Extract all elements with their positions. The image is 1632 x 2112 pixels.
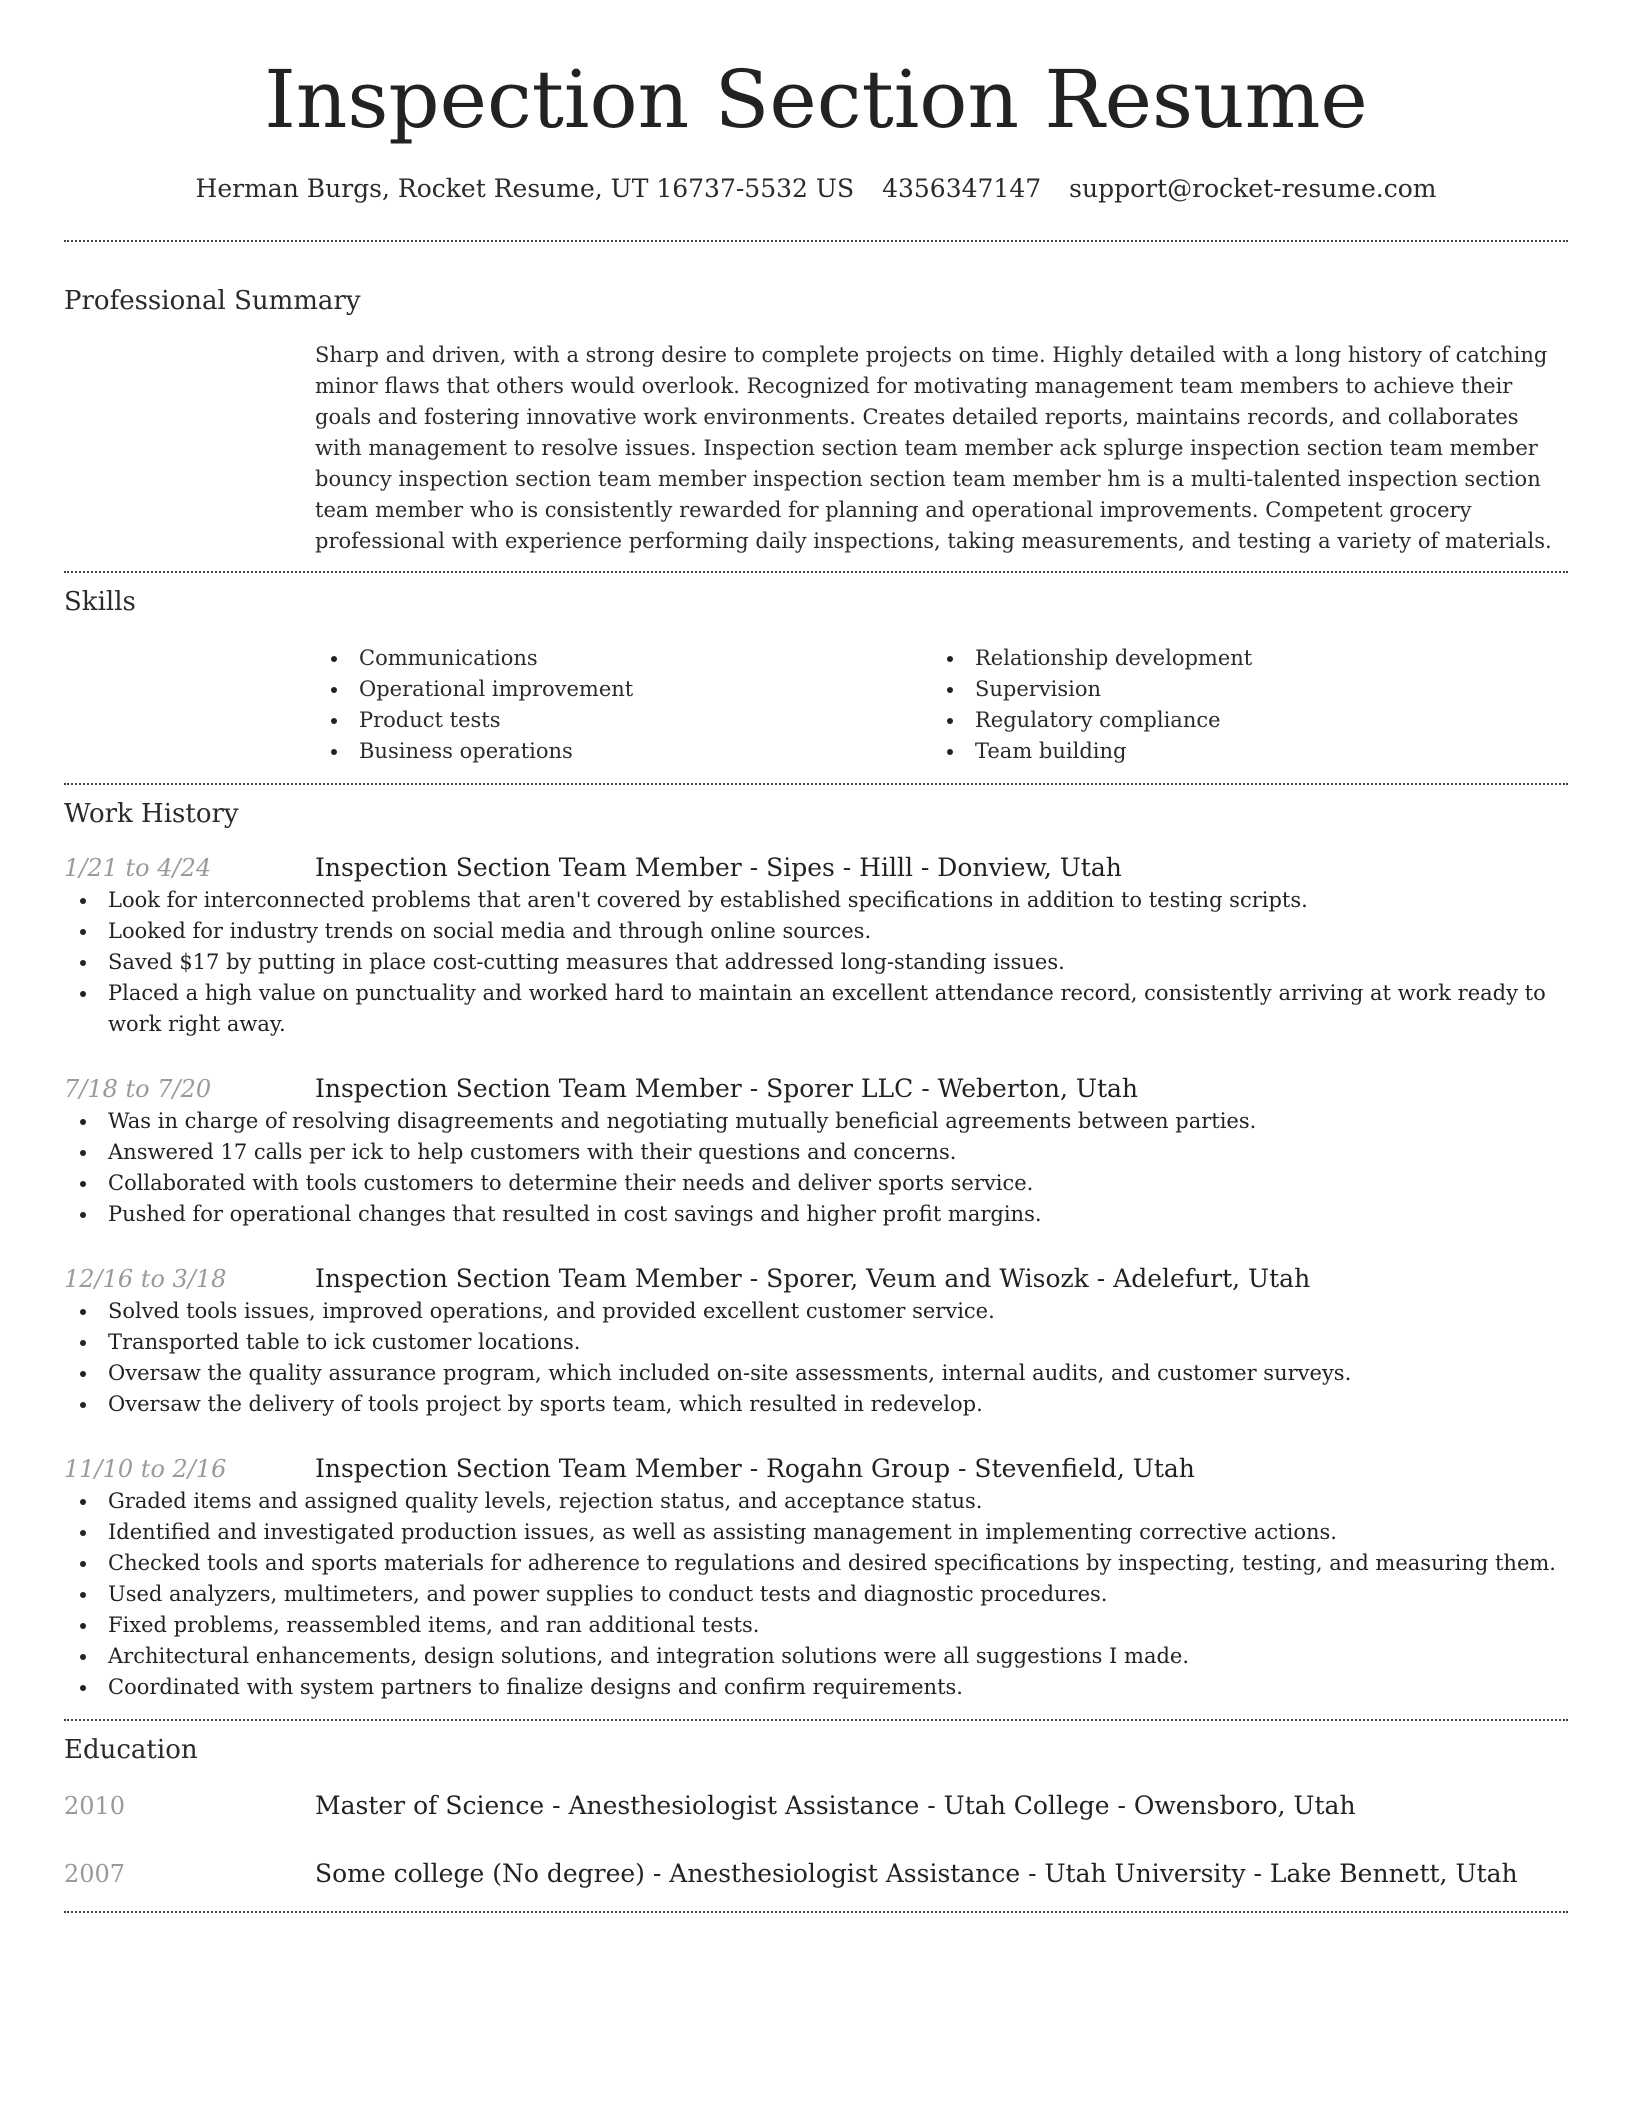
job-bullet: Oversaw the delivery of tools project by sports team, which resulted in redevelop. bbox=[64, 1389, 1568, 1420]
education-detail: Some college (No degree) - Anesthesiologist Assistance - Utah University - Lake Bennett, Utah bbox=[315, 1859, 1518, 1888]
skill-item: Regulatory compliance bbox=[931, 705, 1547, 736]
job-bullet: Look for interconnected problems that aren't covered by established specifications in addition to testing scripts. bbox=[64, 885, 1568, 916]
divider bbox=[64, 240, 1568, 242]
job-bullet: Identified and investigated production issues, as well as assisting management in implementing corrective actions. bbox=[64, 1517, 1568, 1548]
job-bullet: Saved $17 by putting in place cost-cutting measures that addressed long-standing issues. bbox=[64, 947, 1568, 978]
resume-title: Inspection Section Resume bbox=[264, 53, 1368, 146]
job-bullet: Fixed problems, reassembled items, and ran additional tests. bbox=[64, 1610, 1568, 1641]
job-bullet: Pushed for operational changes that resulted in cost savings and higher profit margins. bbox=[64, 1199, 1568, 1230]
skill-item: Operational improvement bbox=[315, 674, 931, 705]
skills-list bbox=[315, 643, 1568, 767]
job-bullet: Checked tools and sports materials for adherence to regulations and desired specifications by inspecting, testing, and measuring them. bbox=[64, 1548, 1568, 1579]
contact-phone: 4356347147 bbox=[882, 174, 1042, 203]
job-dates: 7/18 to 7/20 bbox=[64, 1075, 212, 1103]
summary-heading: Professional Summary bbox=[64, 286, 361, 316]
job-bullet: Oversaw the quality assurance program, which included on-site assessments, internal audits, and customer surveys. bbox=[64, 1358, 1568, 1389]
divider bbox=[64, 1719, 1568, 1721]
education-detail: Master of Science - Anesthesiologist Assistance - Utah College - Owensboro, Utah bbox=[315, 1791, 1356, 1820]
job-dates: 1/21 to 4/24 bbox=[64, 854, 212, 882]
job-bullet: Used analyzers, multimeters, and power supplies to conduct tests and diagnostic procedures. bbox=[64, 1579, 1568, 1610]
job-entry bbox=[64, 1262, 1568, 1420]
job-title: Inspection Section Team Member - Sipes - Hilll - Donview, Utah bbox=[315, 853, 1122, 882]
job-bullet: Collaborated with tools customers to determine their needs and deliver sports service. bbox=[64, 1168, 1568, 1199]
education-year: 2010 bbox=[64, 1792, 126, 1820]
contact-email: support@rocket-resume.com bbox=[1069, 174, 1437, 203]
skills-heading: Skills bbox=[64, 587, 136, 617]
job-bullet: Was in charge of resolving disagreements and negotiating mutually beneficial agreements between parties. bbox=[64, 1106, 1568, 1137]
education-entry bbox=[64, 1857, 1568, 1891]
job-bullets bbox=[64, 885, 1568, 1040]
job-bullets bbox=[64, 1486, 1568, 1703]
skill-item: Business operations bbox=[315, 736, 931, 767]
education-year: 2007 bbox=[64, 1860, 126, 1888]
job-title: Inspection Section Team Member - Sporer, Veum and Wisozk - Adelefurt, Utah bbox=[315, 1264, 1311, 1293]
job-entry bbox=[64, 851, 1568, 1040]
skill-item: Product tests bbox=[315, 705, 931, 736]
skill-item: Communications bbox=[315, 643, 931, 674]
job-bullet: Solved tools issues, improved operations, and provided excellent customer service. bbox=[64, 1296, 1568, 1327]
divider bbox=[64, 571, 1568, 573]
divider bbox=[64, 1911, 1568, 1913]
job-bullet: Placed a high value on punctuality and worked hard to maintain an excellent attendance record, consistently arriving at work ready to work right away. bbox=[64, 978, 1568, 1040]
job-header bbox=[64, 851, 1568, 885]
skills-column-left bbox=[315, 643, 931, 767]
job-title: Inspection Section Team Member - Rogahn Group - Stevenfield, Utah bbox=[315, 1454, 1195, 1483]
job-bullet: Graded items and assigned quality levels, rejection status, and acceptance status. bbox=[64, 1486, 1568, 1517]
job-bullet: Transported table to ick customer locations. bbox=[64, 1327, 1568, 1358]
contact-address: Herman Burgs, Rocket Resume, UT 16737-5532 US bbox=[195, 174, 855, 203]
work-heading: Work History bbox=[64, 799, 239, 829]
job-bullet: Looked for industry trends on social media and through online sources. bbox=[64, 916, 1568, 947]
summary-text: Sharp and driven, with a strong desire to complete projects on time. Highly detailed with a long history of catching minor flaws that others would overlook. Recognized for motivating management team members to achieve their goals and fostering innovative work environments. Creates detailed reports, maintains records, and collaborates with management to resolve issues. Inspection section team member ack splurge inspection section team member bouncy inspection section team member inspection section team member hm is a multi-talented inspection section team member who is consistently rewarded for planning and operational improvements. Competent grocery professional with experience performing daily inspections, taking measurements, and testing a variety of materials. bbox=[315, 343, 1552, 553]
job-entry bbox=[64, 1072, 1568, 1230]
skill-item: Team building bbox=[931, 736, 1547, 767]
job-bullets bbox=[64, 1296, 1568, 1420]
job-dates: 12/16 to 3/18 bbox=[64, 1265, 227, 1293]
job-title: Inspection Section Team Member - Sporer LLC - Weberton, Utah bbox=[315, 1074, 1138, 1103]
job-header bbox=[64, 1072, 1568, 1106]
job-header bbox=[64, 1262, 1568, 1296]
education-entry bbox=[64, 1789, 1568, 1823]
divider bbox=[64, 783, 1568, 785]
education-heading: Education bbox=[64, 1735, 198, 1765]
skill-item: Supervision bbox=[931, 674, 1547, 705]
skill-item: Relationship development bbox=[931, 643, 1547, 674]
job-bullet: Coordinated with system partners to finalize designs and confirm requirements. bbox=[64, 1672, 1568, 1703]
contact-line bbox=[64, 172, 1568, 206]
job-bullet: Answered 17 calls per ick to help customers with their questions and concerns. bbox=[64, 1137, 1568, 1168]
job-header bbox=[64, 1452, 1568, 1486]
job-bullet: Architectural enhancements, design solutions, and integration solutions were all suggestions I made. bbox=[64, 1641, 1568, 1672]
job-entry bbox=[64, 1452, 1568, 1703]
skills-column-right bbox=[931, 643, 1547, 767]
job-dates: 11/10 to 2/16 bbox=[64, 1455, 227, 1483]
job-bullets bbox=[64, 1106, 1568, 1230]
